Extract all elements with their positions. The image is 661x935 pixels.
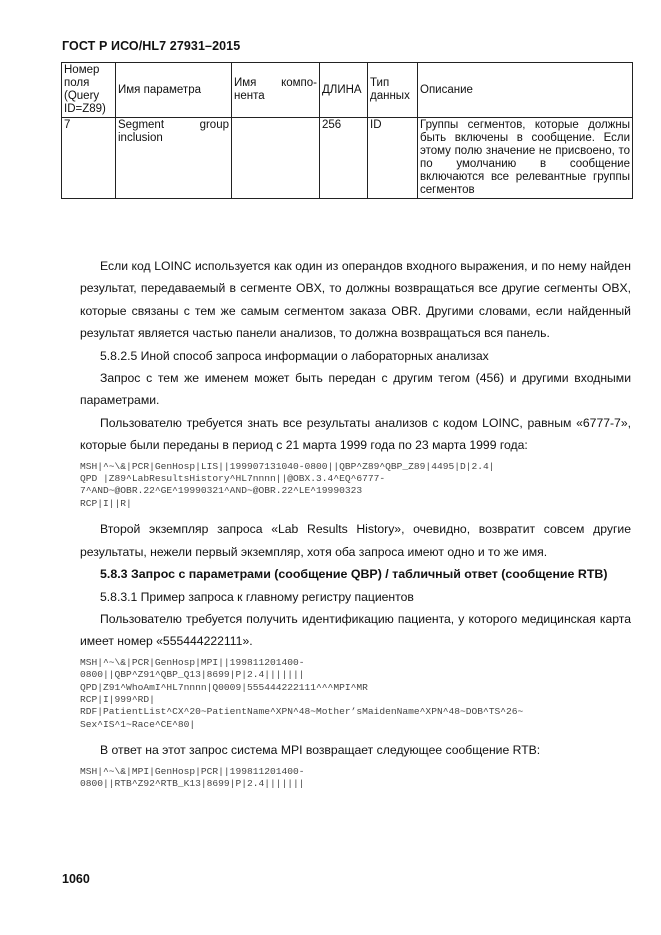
- main-content: [80, 255, 631, 798]
- cell-param-name: Segment group inclusion: [116, 118, 232, 199]
- section-heading-5-8-3: 5.8.3 Запрос с параметрами (сообщение QBP) / табличный ответ (сообщение RTB): [100, 567, 608, 582]
- page-number: 1060: [62, 872, 90, 886]
- paragraph-mpi-response: В ответ на этот запрос система MPI возвращает следующее сообщение RTB:: [100, 743, 541, 758]
- code-block-mpi-query: MSH|^~\&|PCR|GenHosp|MPI||199811201400- 0800||QBP^Z91^QBP_Q13|8699|P|2.4||||||| QPD|Z91^WhoAmI^HL7nnnn|Q0009|555444222111^^^MPI^MR RCP|I|999^RD| RDF|PatientList^CX^20~PatientName^XPN^48~Mother’sMaidenName^XPN^48~DOB^TS^26~ Sex^IS^1~Race^CE^80|: [80, 656, 524, 730]
- parameters-table: [61, 62, 633, 199]
- header-description: Описание: [418, 63, 633, 118]
- document-header: ГОСТ Р ИСО/HL7 27931–2015: [62, 39, 241, 53]
- header-component-name-part1: Имя: [234, 77, 257, 89]
- cell-data-type: ID: [368, 118, 418, 199]
- paragraph-second-instance: Второй экземпляр запроса «Lab Results History», очевидно, возвратит совсем другие результаты, нежели первый экземпляр, хотя оба запроса имеют одно и то же имя.: [80, 522, 631, 559]
- header-length: ДЛИНА: [320, 63, 368, 118]
- cell-field-no: 7: [62, 118, 116, 199]
- header-param-name: Имя параметра: [116, 63, 232, 118]
- paragraph-loinc-operand: Если код LOINC используется как один из операндов входного выражения, и по нему найден результат, передаваемый в сегменте OBX, то должны возвращаться все другие сегменты OBX, которые связаны с тем же самым сегментом заказа OBR. Другими словами, если найденный результат является частью панели анализов, то должна возвращаться вся панель.: [80, 259, 631, 341]
- paragraph-patient-identification: Пользователю требуется получить идентификацию пациента, у которого медицинская карта имеет номер «555444222111».: [80, 611, 631, 649]
- header-component-name-part3: нента: [234, 90, 265, 102]
- header-component-name-part2: компо-: [281, 77, 317, 89]
- header-data-type: Тип данных: [368, 63, 418, 118]
- subsection-5-8-2-5: 5.8.2.5 Иной способ запроса информации о лабораторных анализах: [100, 348, 489, 363]
- cell-component-name: [232, 118, 320, 199]
- paragraph-same-name-query: Запрос с тем же именем может быть передан с другим тегом (456) и другими входными параметрами.: [80, 371, 631, 408]
- cell-description: Группы сегментов, которые должны быть включены в сообщение. Если этому полю значение не присвоено, то по умолчанию в сообщение включаются все релевантные группы сегментов: [418, 118, 633, 199]
- cell-length: 256: [320, 118, 368, 199]
- header-component-name: [232, 63, 320, 118]
- table-row: [62, 118, 633, 199]
- header-field-no: Номер поля (Query ID=Z89): [62, 63, 116, 118]
- subsection-5-8-3-1: 5.8.3.1 Пример запроса к главному регистру пациентов: [100, 589, 414, 604]
- paragraph-loinc-6777-7: Пользователю требуется знать все результаты анализов с кодом LOINC, равным «6777-7», которые были переданы в период с 21 марта 1999 года по 23 марта 1999 года:: [80, 415, 631, 453]
- table-header-row: [62, 63, 633, 118]
- code-block-lab-results-query: MSH|^~\&|PCR|GenHosp|LIS||199907131040-0800||QBP^Z89^QBP_Z89|4495|D|2.4| QPD |Z89^LabResultsHistory^HL7nnnn||@OBX.3.4^EQ^6777- 7^AND~@OBR.22^GE^19990321^AND~@OBR.22^LE^19990323 RCP|I||R|: [80, 460, 495, 509]
- code-block-rtb-response: MSH|^~\&|MPI|GenHosp|PCR||199811201400- 0800||RTB^Z92^RTB_K13|8699|P|2.4|||||||: [80, 765, 305, 789]
